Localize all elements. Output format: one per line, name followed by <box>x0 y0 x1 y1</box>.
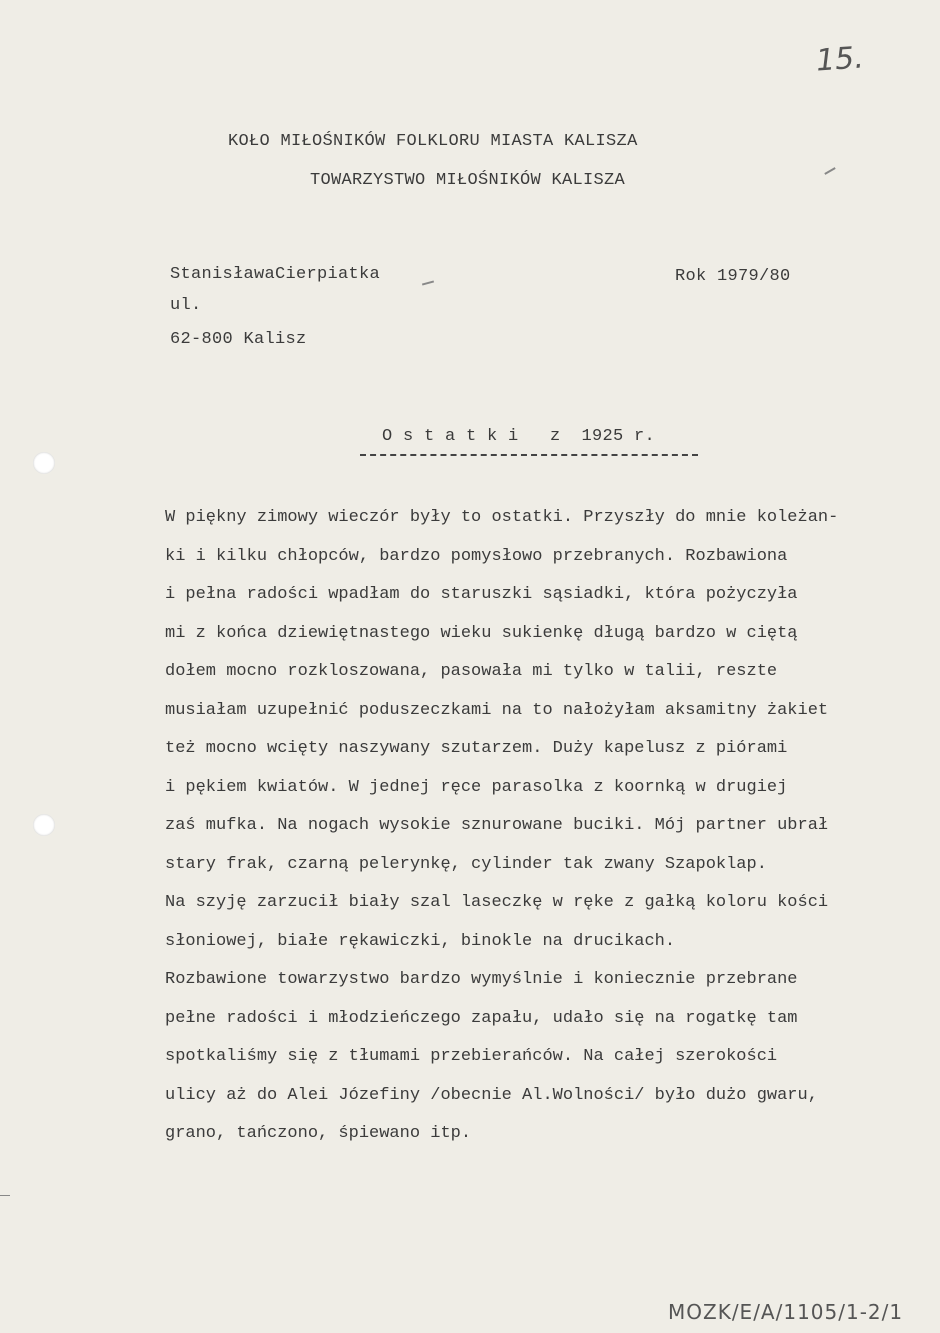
body-line: też mocno wcięty naszywany szutarzem. Duży kapelusz z piórami <box>165 739 788 758</box>
body-line: pełne radości i młodzieńczego zapału, udało się na rogatkę tam <box>165 1008 798 1028</box>
header-line-2: TOWARZYSTWO MIŁOŚNIKÓW KALISZA <box>310 171 626 190</box>
body-line: zaś mufka. Na nogach wysokie sznurowane buciki. Mój partner ubrał <box>165 816 829 835</box>
body-line: spotkaliśmy się z tłumami przebierańców. Na całej szerokości <box>165 1047 778 1066</box>
body-line: i pękiem kwiatów. W jednej ręce parasolka z koornką w drugiej <box>165 777 788 797</box>
body-line: W piękny zimowy wieczór były to ostatki. Przyszły do mnie koleżan- <box>165 508 839 527</box>
sender-city: 62-800 Kalisz <box>170 330 307 349</box>
body-line: grano, tańczono, śpiewano itp. <box>165 1124 472 1143</box>
document-title: O s t a t k i z 1925 r. <box>382 427 656 446</box>
document-year: Rok 1979/80 <box>675 267 791 286</box>
body-line: musiałam uzupełnić poduszeczkami na to nałożyłam aksamitny żakiet <box>165 700 829 720</box>
body-text <box>165 508 935 1163</box>
stray-mark <box>0 1195 10 1196</box>
sender-street: ul. <box>170 296 202 315</box>
body-line: i pełna radości wpadłam do staruszki sąsiadki, która pożyczyła <box>165 585 798 604</box>
body-line: stary frak, czarną pelerynkę, cylinder tak zwany Szapoklap. <box>165 854 767 874</box>
punch-hole-top <box>33 452 55 474</box>
header-line-1: KOŁO MIŁOŚNIKÓW FOLKLORU MIASTA KALISZA <box>228 132 638 151</box>
body-line: dołem mocno rozkloszowana, pasowała mi tylko w talii, reszte <box>165 662 778 681</box>
stray-mark <box>824 167 835 175</box>
title-underline <box>360 454 698 456</box>
page-number: 15. <box>814 40 865 79</box>
body-line: ulicy aż do Alei Józefiny /obecnie Al.Wolności/ było dużo gwaru, <box>165 1085 818 1105</box>
body-line: słoniowej, białe rękawiczki, binokle na drucikach. <box>165 931 676 951</box>
archive-signature: MOZK/E/A/1105/1-2/1 <box>668 1300 904 1324</box>
stray-mark <box>422 280 434 285</box>
punch-hole-bottom <box>33 814 55 836</box>
body-line: ki i kilku chłopców, bardzo pomysłowo przebranych. Rozbawiona <box>165 546 788 566</box>
sender-name: StanisławaCierpiatka <box>170 265 381 284</box>
body-line: Rozbawione towarzystwo bardzo wymyślnie i koniecznie przebrane <box>165 970 798 989</box>
body-line: mi z końca dziewiętnastego wieku sukienkę długą bardzo w ciętą <box>165 623 798 643</box>
body-line: Na szyję zarzucił biały szal laseczkę w ręke z gałką koloru kości <box>165 893 829 912</box>
